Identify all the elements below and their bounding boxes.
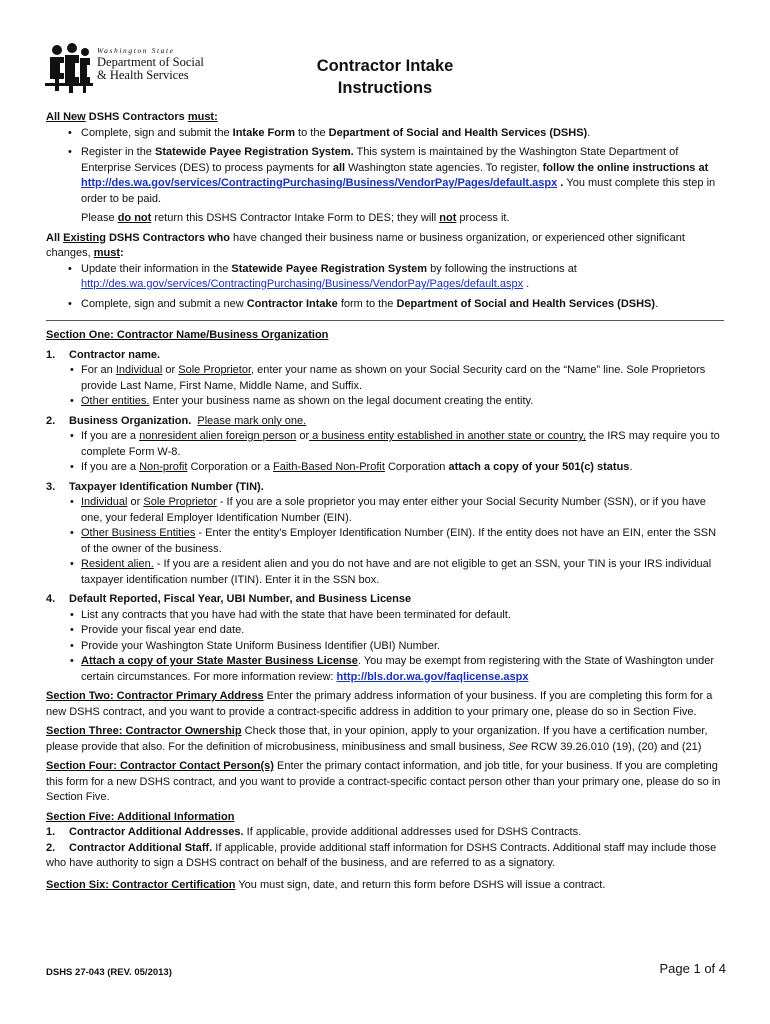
divider <box>46 320 724 321</box>
title-line-2: Instructions <box>337 79 433 97</box>
existing-contractors-list <box>46 262 724 313</box>
dshs-contractors-label: DSHS Contractors <box>85 111 188 123</box>
section-six: Section Six: Contractor Certification You must sign, date, and return this form before DSHS will issue a contract. <box>46 878 606 891</box>
title-line-1: Contractor Intake <box>316 57 454 75</box>
item-contractor-name: 1. Contractor name. <box>46 348 161 361</box>
business-organization-list <box>46 429 724 476</box>
list-item: • Individual or Sole Proprietor - If you are a sole proprietor you may enter either your Social Security Number (SSN), or if you have one, your federal Employer Identification Number (EIN). <box>46 495 724 526</box>
des-vendorpay-link[interactable]: http://des.wa.gov/services/ContractingPurchasing/Business/VendorPay/Pages/default.aspx <box>81 177 558 189</box>
item-business-organization: 2. Business Organization. Please mark only one. <box>46 414 307 427</box>
section-four-heading: Section Four: Contractor Contact Person(s) <box>46 760 274 772</box>
list-item: • Provide your fiscal year end date. <box>46 623 724 639</box>
item-tin: 3. Taxpayer Identification Number (TIN). <box>46 480 264 493</box>
new-contractors-heading <box>46 110 724 126</box>
section-three: Section Three: Contractor Ownership Check those that, in your opinion, apply to your organization. If you have a certification number, please provide that also. For the definition of microbusiness, minibusiness and small business, See RCW 39.26.010 (19), (20) and (21) <box>46 725 708 753</box>
logo-text <box>97 46 204 82</box>
all-new-label: All New <box>46 111 86 123</box>
section-two: Section Two: Contractor Primary Address Enter the primary address information of your business. If you are completing this form for a new DSHS contract, and you want to provide a contract-specific address in addition to your primary one, please do so in Section Five. <box>46 690 713 718</box>
des-vendorpay-link[interactable]: http://des.wa.gov/services/ContractingPurchasing/Business/VendorPay/Pages/default.aspx <box>81 278 524 290</box>
section-two-heading: Section Two: Contractor Primary Address <box>46 690 264 702</box>
list-item: • Provide your Washington State Uniform Business Identifier (UBI) Number. <box>46 639 724 655</box>
must-label: must: <box>187 111 218 123</box>
people-emblem-icon <box>45 43 93 99</box>
contractor-name-list <box>46 363 724 410</box>
list-item: • Register in the Statewide Payee Registration System. This system is maintained by the Washington State Department of Enterprise Services (DES) to process payments for all Washington state agencies. To register, follow the online instructions at http://des.wa.gov/services/ContractingPurchasing/Business/VendorPay/Pages/default.aspx . You must complete this step in order to be paid. <box>46 145 724 207</box>
item-additional-addresses: 1. Contractor Additional Addresses. If applicable, provide additional addresses used for DSHS Contracts. <box>46 826 582 838</box>
list-item: • For an Individual or Sole Proprietor, enter your name as shown on your Social Security card on the “Name” line. Sole Proprietors provide Last Name, First Name, Middle Name, and Suffix. <box>46 363 724 394</box>
logo-health-services: & Health Services <box>97 68 189 82</box>
list-item: • Other entities. Enter your business name as shown on the legal document creating the entity. <box>46 394 724 410</box>
list-item: • Complete, sign and submit the Intake Form to the Department of Social and Health Services (DSHS). <box>46 126 724 142</box>
list-item: • If you are a Non-profit Corporation or a Faith-Based Non-Profit Corporation attach a copy of your 501(c) status. <box>46 460 724 476</box>
section-five-heading: Section Five: Additional Information <box>46 810 235 823</box>
existing-contractors-heading: All Existing DSHS Contractors who have changed their business name or business organization, or experienced other significant changes, must: <box>46 231 685 259</box>
default-reported-list <box>46 608 724 686</box>
tin-list <box>46 495 724 588</box>
list-item: • List any contracts that you have had with the state that have been terminated for default. <box>46 608 724 624</box>
page-title <box>285 55 485 99</box>
form-id: DSHS 27-043 (REV. 05/2013) <box>46 967 172 978</box>
logo-state: Washington State <box>97 46 175 55</box>
section-three-heading: Section Three: Contractor Ownership <box>46 725 242 737</box>
list-item: • Attach a copy of your State Master Business License. You may be exempt from registering with the State of Washington under certain circumstances. For more information review: http://bls.dor.wa.gov/faqlicense.aspx <box>46 654 724 685</box>
new-contractors-list <box>46 126 724 208</box>
list-item: • If you are a nonresident alien foreign person or a business entity established in another state or country, the IRS may require you to complete Form W-8. <box>46 429 724 460</box>
section-six-heading: Section Six: Contractor Certification <box>46 878 236 891</box>
list-item: • Complete, sign and submit a new Contractor Intake form to the Department of Social and Health Services (DSHS). <box>46 297 724 313</box>
page-number: Page 1 of 4 <box>659 961 726 976</box>
dshs-logo <box>45 43 245 103</box>
do-not-return-note: Please do not return this DSHS Contractor Intake Form to DES; they will not process it. <box>81 212 510 224</box>
instructions-body <box>46 110 724 893</box>
item-additional-staff: 2. Contractor Additional Staff. If applicable, provide additional staff information for DSHS Contracts. Additional staff may include those who have authority to sign a DSHS contract on behalf of the business, and are referred to as a signatory. <box>46 841 717 869</box>
section-one-heading: Section One: Contractor Name/Business Organization <box>46 329 329 341</box>
item-default-reported: 4. Default Reported, Fiscal Year, UBI Number, and Business License <box>46 593 412 605</box>
bls-faq-license-link[interactable]: http://bls.dor.wa.gov/faqlicense.aspx <box>336 670 529 683</box>
logo-department: Department of Social <box>97 55 204 69</box>
list-item: • Resident alien. - If you are a resident alien and you do not have and are not eligible to get an SSN, your TIN is your IRS individual taxpayer identification number (ITIN). Enter it in the SSN box. <box>46 557 724 588</box>
section-four: Section Four: Contractor Contact Person(s) Enter the primary contact information, and job title, for your business. If you are completing this form for a new DSHS contract, and you want to provide a contract-specific contact person other than your primary one, please do so in Section Five. <box>46 760 721 803</box>
list-item: • Other Business Entities - Enter the entity’s Employer Identification Number (EIN). If the entity does not have an EIN, enter the SSN of the owner of the business. <box>46 526 724 557</box>
list-item: • Update their information in the Statewide Payee Registration System by following the instructions at http://des.wa.gov/services/ContractingPurchasing/Business/VendorPay/Pages/default.aspx . <box>46 262 724 293</box>
